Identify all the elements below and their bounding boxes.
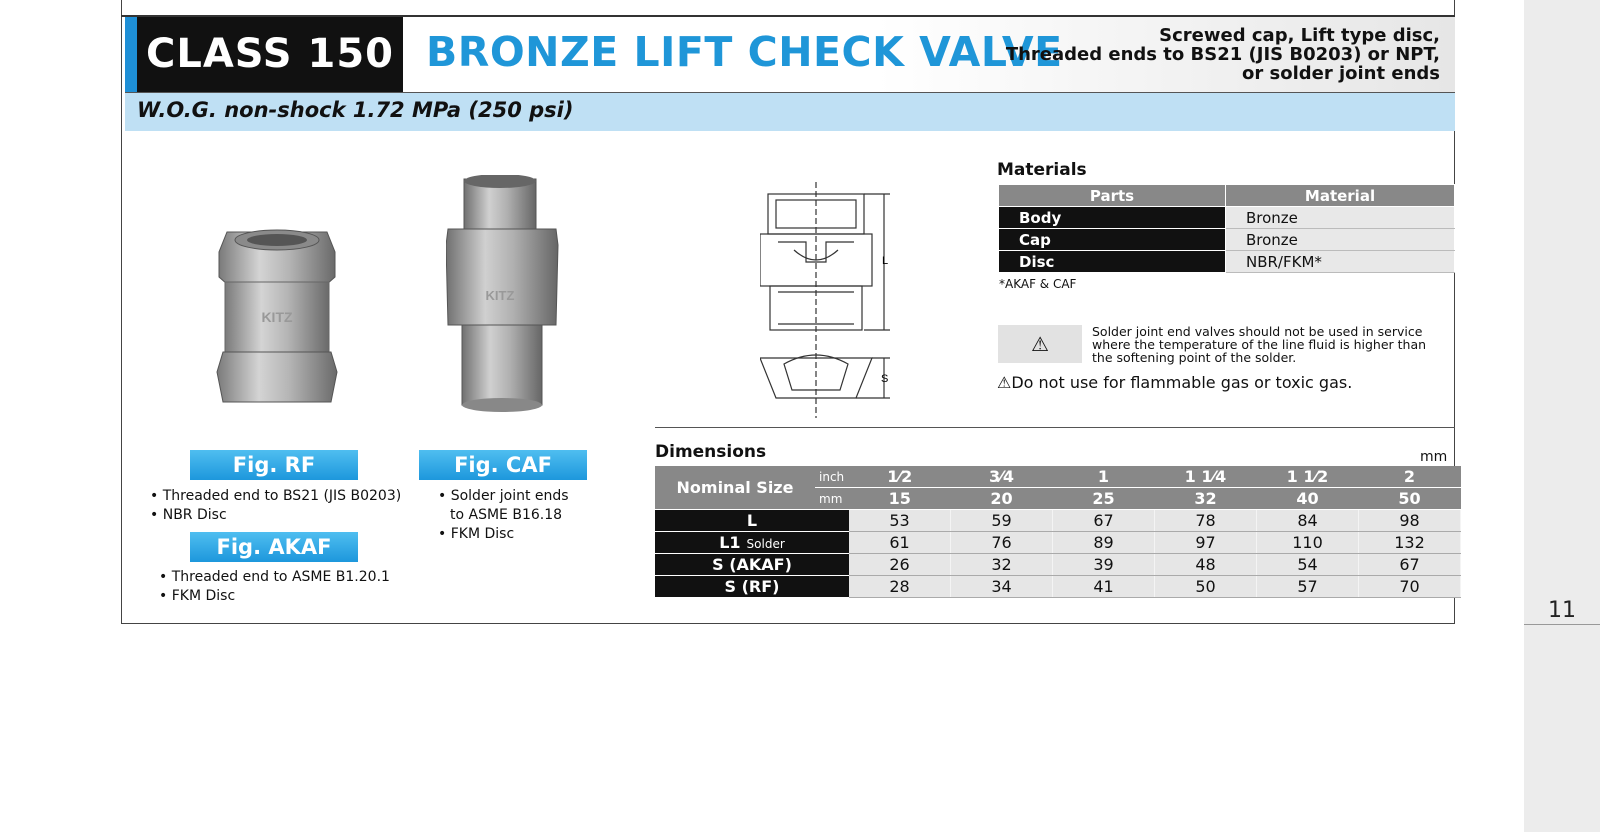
- size-mm: 50: [1359, 488, 1461, 510]
- solder-warning: Solder joint end valves should not be used in service where the temperature of the line fluid is higher than the softening point of the solder.: [1092, 324, 1427, 365]
- col-parts: Parts: [999, 185, 1226, 207]
- row-label-text: S (RF): [724, 577, 780, 596]
- cell: 57: [1257, 576, 1359, 598]
- list-item: • FKM Disc: [157, 587, 390, 606]
- size-inch: 1 1⁄2: [1257, 466, 1359, 488]
- row-label: [655, 510, 849, 532]
- fig-label-caf: Fig. CAF: [419, 450, 587, 480]
- warning-icon: ⚠: [998, 325, 1082, 363]
- inch-row: [655, 466, 1461, 488]
- label-l: L: [882, 255, 889, 267]
- list-item: • NBR Disc: [148, 506, 401, 525]
- list-item: • FKM Disc: [436, 525, 569, 544]
- size-inch: 1: [1053, 466, 1155, 488]
- size-mm: 25: [1053, 488, 1155, 510]
- size-mm: 20: [951, 488, 1053, 510]
- cell: 89: [1053, 532, 1155, 554]
- cell: 67: [1053, 510, 1155, 532]
- row-label: [655, 532, 849, 554]
- col-material: Material: [1226, 185, 1455, 207]
- side-rule: [1524, 624, 1600, 625]
- section-divider: [655, 427, 1455, 428]
- materials-table: [998, 184, 1455, 273]
- cell: 70: [1359, 576, 1461, 598]
- row-sublabel: Solder: [746, 537, 785, 551]
- list-item: [436, 487, 569, 525]
- table-row: [655, 510, 1461, 532]
- size-inch: 1⁄2: [849, 466, 951, 488]
- list-item: • Threaded end to BS21 (JIS B0203): [148, 487, 401, 506]
- part-cell: Disc: [999, 251, 1226, 273]
- table-row: [655, 554, 1461, 576]
- cell: 97: [1155, 532, 1257, 554]
- fig-label-rf: Fig. RF: [190, 450, 358, 480]
- size-mm: 15: [849, 488, 951, 510]
- mm-label: mm: [815, 488, 849, 510]
- row-label-text: L: [746, 511, 758, 530]
- fig-label-akaf: Fig. AKAF: [190, 532, 358, 562]
- cell: 110: [1257, 532, 1359, 554]
- material-cell: NBR/FKM*: [1226, 251, 1455, 273]
- accent-bar: [125, 17, 137, 92]
- pressure-rating: W.O.G. non-shock 1.72 MPa (250 psi): [137, 98, 574, 122]
- gas-warning: [997, 373, 1352, 392]
- row-label: [655, 554, 849, 576]
- table-row: [999, 229, 1455, 251]
- gas-warning-text: Do not use for flammable gas or toxic gas.: [1011, 373, 1353, 392]
- table-row: [655, 532, 1461, 554]
- logo-text: KITZ: [485, 288, 515, 303]
- size-inch: 2: [1359, 466, 1461, 488]
- cell: 76: [951, 532, 1053, 554]
- cross-section-diagram: [760, 180, 900, 420]
- part-cell: Cap: [999, 229, 1226, 251]
- row-label-text: S (AKAF): [712, 555, 792, 574]
- cell: 32: [951, 554, 1053, 576]
- warning-icon: ⚠: [997, 373, 1012, 392]
- cell: 39: [1053, 554, 1155, 576]
- size-inch: 3⁄4: [951, 466, 1053, 488]
- cell: 34: [951, 576, 1053, 598]
- cell: 54: [1257, 554, 1359, 576]
- dimensions-title: Dimensions: [655, 442, 767, 462]
- akaf-features: [157, 568, 390, 606]
- cell: 50: [1155, 576, 1257, 598]
- dimensions-table: [655, 466, 1461, 598]
- label-s: S: [881, 373, 889, 385]
- cell: 48: [1155, 554, 1257, 576]
- cell: 28: [849, 576, 951, 598]
- cell: 78: [1155, 510, 1257, 532]
- cell: 98: [1359, 510, 1461, 532]
- cell: 84: [1257, 510, 1359, 532]
- page-title: BRONZE LIFT CHECK VALVE: [426, 28, 1063, 76]
- cell: 41: [1053, 576, 1155, 598]
- valve-photo-caf: [446, 175, 561, 415]
- unit-label: mm: [1420, 449, 1448, 465]
- cell: 132: [1359, 532, 1461, 554]
- materials-title: Materials: [997, 160, 1087, 180]
- side-margin: [1524, 0, 1600, 832]
- part-cell: Body: [999, 207, 1226, 229]
- header-description: [1006, 26, 1440, 83]
- cell: 67: [1359, 554, 1461, 576]
- class-label: CLASS 150: [137, 17, 403, 92]
- desc-line-3: or solder joint ends: [1241, 63, 1440, 84]
- caf-bullet-1: Solder joint ends: [450, 488, 569, 504]
- material-cell: Bronze: [1226, 229, 1455, 251]
- inch-label: inch: [815, 466, 849, 488]
- page-number: 11: [1548, 598, 1576, 623]
- cell: 59: [951, 510, 1053, 532]
- cell: 26: [849, 554, 951, 576]
- table-row: [999, 251, 1455, 273]
- list-item: • Threaded end to ASME B1.20.1: [157, 568, 390, 587]
- material-cell: Bronze: [1226, 207, 1455, 229]
- table-row: [999, 207, 1455, 229]
- size-mm: 40: [1257, 488, 1359, 510]
- materials-footnote: *AKAF & CAF: [999, 277, 1077, 291]
- rf-features: [148, 487, 401, 525]
- nominal-size-header: Nominal Size: [655, 466, 815, 510]
- logo-text: KITZ: [261, 309, 293, 325]
- desc-line-2: Threaded ends to BS21 (JIS B0203) or NPT,: [1005, 44, 1440, 65]
- cell: 53: [849, 510, 951, 532]
- table-row: [655, 576, 1461, 598]
- size-mm: 32: [1155, 488, 1257, 510]
- row-label-text: L1: [719, 533, 741, 552]
- valve-photo-rf: [215, 222, 340, 412]
- size-inch: 1 1⁄4: [1155, 466, 1257, 488]
- cell: 61: [849, 532, 951, 554]
- desc-line-1: Screwed cap, Lift type disc,: [1159, 25, 1440, 46]
- caf-bullet-1b: to ASME B16.18: [450, 507, 563, 523]
- materials-header-row: [999, 185, 1455, 207]
- caf-features: [436, 487, 569, 544]
- row-label: [655, 576, 849, 598]
